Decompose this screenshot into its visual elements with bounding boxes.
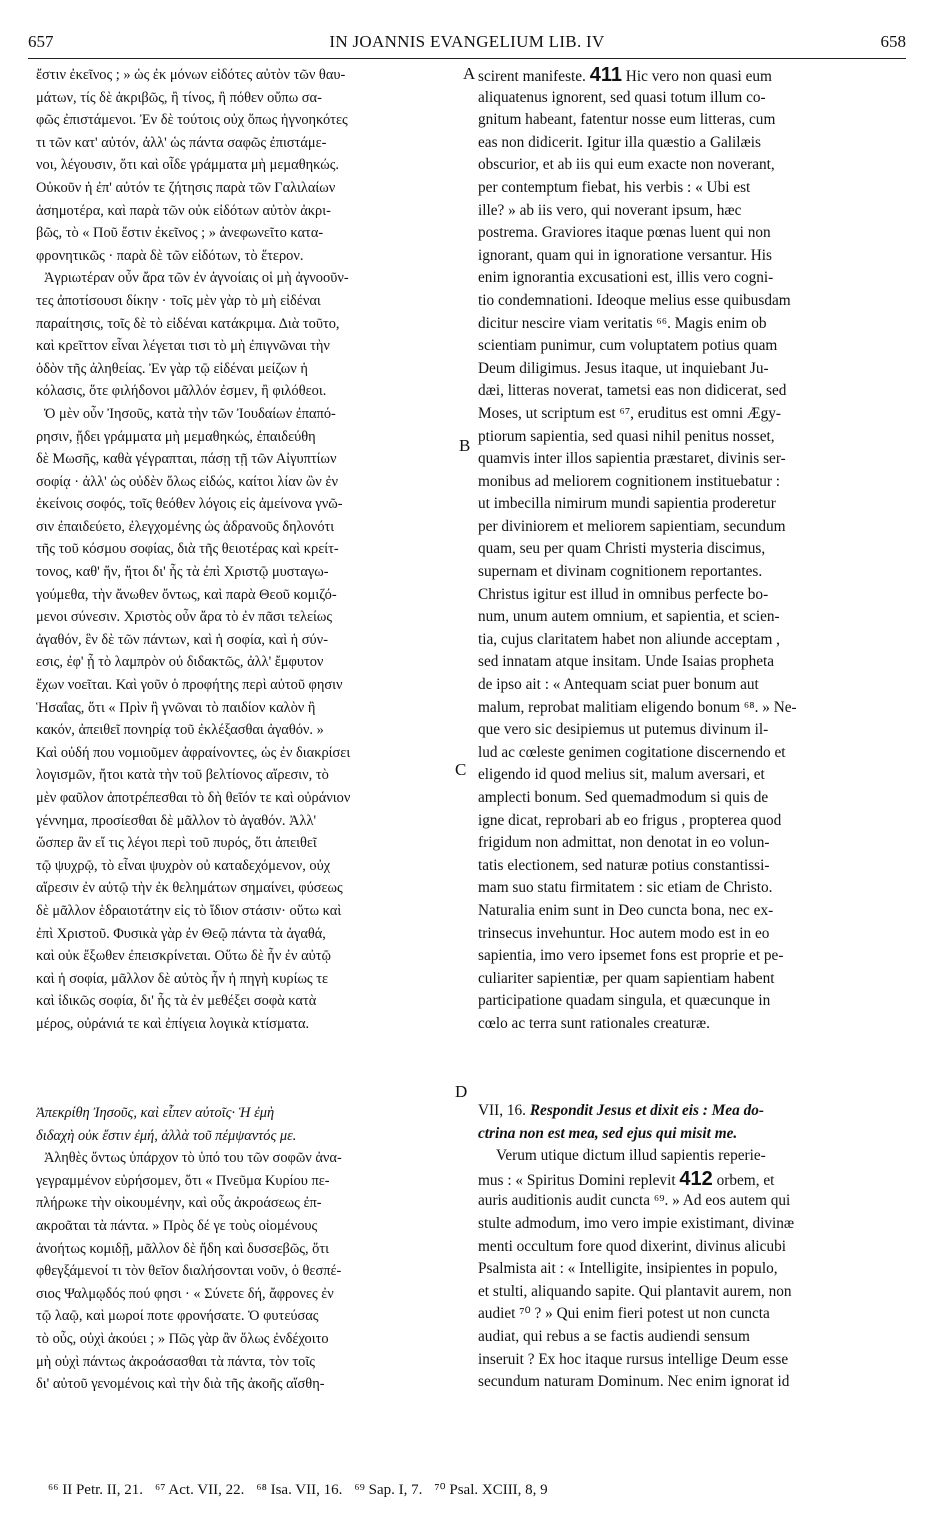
text-line: γέννημα, προσίεσθαι δὲ μᾶλλον τὸ ἀγαθόν. Ἀλλ' [36,812,317,829]
text-line: cœlo ac terra sunt rationales creaturæ. [478,1014,710,1032]
text-line: ρησιν, ᾔδει γράμματα μὴ μεμαθηκώς, ἐπαιδεύθη [36,428,316,445]
text-line: Οὐκοῦν ἡ ἐπ' αὐτόν τε ζήτησις παρὰ τῶν Γαλιλαίων [36,179,336,196]
text-line: obscurior, et ab iis qui eum exacte non noverant, [478,156,775,174]
text-line: καὶ οὐκ ἔξωθεν ἐπεισκρίνεται. Οὕτω δὲ ἦν ἐν αὐτῷ [36,948,331,965]
latin-text: mus : « Spiritus Domini replevit [478,1171,680,1189]
verse-heading: Respondit Jesus et dixit eis : Mea do- [529,1102,764,1119]
text-line: audiet ⁷⁰ ? » Qui enim fieri potest ut non cuncta [478,1305,770,1323]
text-line: inseruit ? Ex hoc itaque rursus intellige Deum esse [478,1350,789,1368]
text-line: τι τῶν κατ' αὐτόν, ἀλλ' ὡς πάντα σαφῶς ἐπιστάμε- [36,134,327,151]
latin-text: Hic vero non quasi eum [621,68,772,85]
text-line: trinsecus invehuntur. Hoc autem modo est in eo [478,924,770,942]
running-title: IN JOANNIS EVANGELIUM LIB. IV [329,32,605,51]
text-line: sed innatam atque insitam. Unde Isaias propheta [478,653,775,671]
column-number: 412 [679,1167,713,1190]
text-line: τὸ οὖς, οὐχὶ ἀκούει ; » Πῶς γὰρ ἂν ὅλως ἐνδέχοιτο [36,1330,329,1347]
footnote: ⁶⁷ Act. VII, 22. [155,1482,245,1498]
margin-letter-c: C [455,760,467,779]
greek-column-lower [36,1102,456,1396]
text-line: quam, seu per quam Christi mysteria discimus, [478,540,766,558]
text-line: νοι, λέγουσιν, ὅτι καὶ οἶδε γράμματα μὴ μεμαθηκώς. [36,157,340,174]
text-line: ἔστιν ἐκεῖνος ; » ὡς ἐκ μόνων εἰδότες αὐτὸν τῶν θαυ- [36,67,346,83]
text-line: lud ac cœleste genimen cogitatione discernendo et [478,743,786,761]
text-line: μὲν φαῦλον ἀποτρέπεσθαι τὸ δὴ θεῖόν τε καὶ οὐράνιον [36,790,351,806]
text-line: ptiorum sapientia, sed quasi nihil penitus nosset, [478,427,775,445]
text-line: sapientia, imo vero ipsemet fons est proprie et pe- [478,947,784,965]
text-line: μάτων, τίς δὲ ἀκριβῶς, ἢ τίνος, ἢ πόθεν οὔπω σα- [36,89,322,106]
text-line: secundum naturam Dominum. Nec enim ignorat id [478,1373,790,1391]
text-line: scientiam punimur, cum voluptatem potius quam [478,337,778,355]
text-line: βῶς, τὸ « Ποῦ ἔστιν ἐκεῖνος ; » ἀνεφωνεῖτο κατα- [36,225,324,242]
text-line: τες ἀποτίσουσι δίκην · τοῖς μὲν γὰρ τὸ μὴ εἰδέναι [36,292,321,309]
latin-text: scirent manifeste. [478,68,590,85]
text-line: ἔχων νοεῖται. Καὶ γοῦν ὁ προφήτης περὶ αὐτοῦ φησιν [36,677,343,694]
text-line: aliquatenus ignorent, sed quasi totum illum co- [478,88,766,106]
text-line: dæi, litteras noverat, tametsi eas non didicerat, sed [478,382,787,400]
text-line: menti occultum fore quod dixerint, divinus alicubi [478,1237,786,1255]
text-line: Ἀγριωτέραν οὖν ἄρα τῶν ἐν ἀγνοίαις οἱ μὴ ἀγνοοῦν- [44,270,349,287]
latin-text: orbem, et [712,1171,775,1189]
margin-letter-b: B [459,436,471,455]
page-number-left: 657 [28,32,54,51]
text-line: Naturalia enim sunt in Deo cuncta bona, nec ex- [478,901,774,919]
column-number: 411 [589,64,622,86]
text-line: Moses, ut scriptum est ⁶⁷, eruditus est omni Ægy- [478,404,781,422]
text-line: quamvis inter illos sapientia præstaret, divinis ser- [478,450,786,468]
text-line: eas non didicerit. Igitur illa quæstio a Galilæis [478,133,761,151]
text-line: μενοι σύνεσιν. Χριστὸς οὖν ἄρα τὸ ἐν πᾶσι τελείως [36,609,333,626]
text-line: διδαχὴ οὐκ ἔστιν ἐμή, ἀλλὰ τοῦ πέμψαντός με. [36,1127,297,1144]
text-line: audiat, qui rebus a se factis audiendi sensum [478,1327,750,1345]
text-line: φῶς ἐπιστάμενοι. Ἐν δὲ τούτοις οὐχ ὅπως ἠγνοηκότες [36,112,348,129]
text-line: ἐκείνοις σοφός, τοῖς θεόθεν λόγοις εἰς ἀμείνονα γνῶ- [36,496,343,513]
text-line: gnitum habeant, fatentur nosse eum litteras, cum [478,111,776,129]
text-line: καὶ κρεῖττον εἶναι λέγεται τισι τὸ μὴ ἐπιγνῶναι τὴν [36,338,330,355]
latin-heading-line [478,1100,898,1123]
text-line: καὶ ἰδικῶς σοφία, δι' ἧς τὰ ἐν μεθέξει σοφὰ κατὰ [36,993,317,1010]
text-line: auris auditionis audit cuncta ⁶⁹. » Ad eos autem qui [478,1192,791,1210]
text-line: Ὁ μὲν οὖν Ἰησοῦς, κατὰ τὴν τῶν Ἰουδαίων ἐπαπό- [44,405,336,422]
text-line: per diviniorem et meliorem sapientiam, secundum [478,517,786,535]
footnote: ⁷⁰ Psal. XCIII, 8, 9 [434,1482,548,1498]
footnote: ⁶⁸ Isa. VII, 16. [256,1482,343,1498]
text-line: γούμεθα, τὴν ἄνωθεν ὄντως, καὶ παρὰ Θεοῦ κομιζό- [36,586,337,603]
margin-letter-a: A [463,64,476,83]
text-line: tatis electionem, sed naturæ potius constantissi- [478,856,770,874]
latin-line [478,1168,898,1191]
text-line: σοφίᾳ · ἀλλ' ὡς οὐδὲν ὅλως εἰδώς, καίτοι λίαν ὢν ἐν [36,473,338,490]
text-line: γεγραμμένον εὑρήσομεν, ὅτι « Πνεῦμα Κυρίου πε- [36,1172,330,1189]
text-line: et stulti, aliquando sapite. Qui plantavit aurem, non [478,1282,792,1300]
text-line: σιν ἐπαιδεύετο, ἐλεγχομένης ὡς ἀδρανοῦς δηλονότι [36,518,335,535]
text-line: αἵρεσιν ἐν αὐτῷ τὴν ἐκ θελημάτων σημαίνει, φύσεως [36,880,343,897]
text-line: enim ignorantia excusationi est, illis vero cogni- [478,269,774,287]
latin-column-lower [478,1100,898,1394]
verse-heading: ctrina non est mea, sed ejus qui misit me. [478,1124,738,1142]
text-line: ἀνοήτως κομιδῇ, μᾶλλον δὲ ἤδη καὶ δυσσεβῶς, ὅτι [36,1240,330,1257]
margin-letter-d: D [455,1082,468,1101]
text-line: σιος Ψαλμῳδός πού φησι · « Σύνετε δή, ἄφρονες ἐν [36,1285,334,1302]
text-line: τῆς τοῦ κόσμου σοφίας, διὰ τῆς θειοτέρας καὶ κρείτ- [36,541,339,558]
text-line: que vero sic desipiemus ut putemus divinum il- [478,721,769,739]
text-line: καὶ ἡ σοφία, μᾶλλον δὲ αὐτὸς ἦν ἡ πηγὴ κυρίως τε [36,970,329,987]
text-line: τῷ λαῷ, καὶ μωροί ποτε φρονήσατε. Ὁ φυτεύσας [36,1308,319,1325]
text-line: φθεγξάμενοί τι τὸν θεῖον διαλήσονται νοῦν, ὁ θεσπέ- [36,1263,342,1280]
text-line: ἐπὶ Χριστοῦ. Φυσικὰ γὰρ ἐν Θεῷ πάντα τὰ ἀγαθά, [36,925,326,942]
text-line: ille? » ab iis vero, qui noverant ipsum, hæc [478,201,742,219]
text-line: κακόν, ἀπειθεῖ πονηρίᾳ τοῦ ἐκλέξασθαι ἀγαθόν. » [36,722,324,739]
text-line: φρονητικῶς · παρὰ δὲ τῶν εἰδότων, τὸ ἕτερον. [36,247,304,264]
page-number-right: 658 [880,32,906,51]
text-line: τονος, καθ' ἥν, ἤτοι δι' ἧς τὰ ἐπὶ Χριστῷ μυσταγω- [36,564,329,581]
text-line: ut imbecilla nimirum mundi sapientia proderetur [478,495,776,513]
text-line: ακροᾶται τὰ πάντα. » Πρὸς δέ γε τοὺς οἰομένους [36,1217,318,1234]
text-line: Ἡσαΐας, ὅτι « Πρὶν ἢ γνῶναι τὸ παιδίον καλὸν ἢ [36,699,316,716]
text-line: δὲ Μωσῆς, καθὰ γέγραπται, πάσῃ τῇ τῶν Αἰγυπτίων [36,451,337,468]
text-line: amplecti bonum. Sed quemadmodum si quis de [478,789,769,806]
text-line: per contemptum fiebat, his verbis : « Ubi est [478,178,751,196]
text-line: ὁδὸν τῆς ἀληθείας. Ἐν γὰρ τῷ εἰδέναι μείζων ἡ [36,360,308,377]
text-line: Καὶ οὐδή που νομιοῦμεν ἀφραίνοντες, ὡς ἐν διακρίσει [36,744,351,761]
text-line: εσις, ἐφ' ᾗ τὸ λαμπρὸν οὐ διδακτῶς, ἀλλ' ἔμφυτον [36,654,324,671]
footnote: ⁶⁹ Sap. I, 7. [354,1482,423,1498]
text-line: ἀγαθόν, ἓν δὲ τῶν πάντων, καὶ ἡ σοφία, καὶ ἡ σύν- [36,631,328,648]
text-line: tia, cujus claritatem habet non aliunde acceptam , [478,630,780,648]
running-header [28,32,906,56]
text-line: πλήρωκε τὴν οἰκουμένην, καὶ οὖς ἀκροάσεως ἐπ- [36,1195,322,1212]
text-line: dicitur nescire viam veritatis ⁶⁶. Magis enim ob [478,314,767,332]
text-line: Ἀπεκρίθη Ἰησοῦς, καὶ εἶπεν αὐτοῖς· Ἡ ἐμὴ [36,1105,275,1121]
text-line: παραίτησις, τοῖς δὲ τὸ εἰδέναι κατάκριμα. Διὰ τοῦτο, [36,315,340,332]
text-line: Christus igitur est illud in omnibus perfecte bo- [478,585,769,603]
text-line: mam suo statu firmitatem : sic etiam de Christo. [478,879,773,897]
text-line: postrema. Graviores itaque pœnas luent qui non [478,224,771,242]
latin-line [478,64,898,87]
text-line: tio condemnationi. Ideoque melius esse quibusdam [478,291,791,309]
text-line: eligendo id quod melius sit, malum aversari, et [478,766,765,784]
text-line: δι' αὐτοῦ γενομένοις καὶ τὴν διὰ τῆς ἀκοῆς αἴσθη- [36,1376,325,1393]
text-line: μὴ οὐχὶ πάντως ἀκροάσασθαι τὰ πάντα, τὸν τοῖς [36,1353,315,1370]
text-line: culiariter sapientiæ, per quam sapientiam habent [478,969,775,987]
header-rule [28,58,906,59]
text-line: δὲ μᾶλλον ἑδραιοτάτην εἰς τὸ ἴδιον στάσιν· οὕτω καὶ [36,902,342,919]
text-line: τῷ ψυχρῷ, τὸ εἶναι ψυχρὸν οὐ καταδεχόμενον, οὐχ [36,857,331,874]
text-line: frigidum non admittat, non denotat in eo volun- [478,834,770,852]
text-line: Ἀληθὲς ὄντως ὑπάρχον τὸ ὑπό του τῶν σοφῶν ἀνα- [44,1150,342,1167]
text-line: de ipso ait : « Antequam sciat puer bonum aut [478,676,759,694]
latin-column-upper [478,64,898,1036]
text-line: ignorant, quam qui in ignoratione versantur. His [478,246,772,264]
text-line: monibus ad meliorem cognitionem instituebatur : [478,472,781,490]
text-line: λογισμῶν, ἤτοι κατὰ τὴν τοῦ βελτίονος αἵρεσιν, τὸ [36,767,329,784]
latin-line: Verum utique dictum illud sapientis reperie- [496,1147,766,1165]
text-line: igne dicat, reprobari ab eo frigus , propterea quod [478,811,782,829]
text-line: stulte admodum, imo vero impie existimant, divinæ [478,1214,795,1232]
text-line: ὥσπερ ἂν εἴ τις λέγοι περὶ τοῦ πυρός, ὅτι ἀπειθεῖ [36,835,317,852]
text-line: malum, reprobat malitiam eligendo bonum ⁶⁸. » Ne- [478,698,797,716]
verse-reference: VII, 16. [478,1102,530,1119]
text-line: Psalmista ait : « Intelligite, insipientes in populo, [478,1260,778,1278]
text-line: μέρος, οὐράνιά τε καὶ ἐπίγεια λογικὰ κτίσματα. [36,1015,310,1032]
footnote: ⁶⁶ II Petr. II, 21. [48,1482,144,1498]
footnotes [48,1480,908,1499]
text-line: supernam et divinam cognitionem reportantes. [478,563,763,581]
greek-column-upper [36,64,456,1036]
text-line: Deum diligimus. Jesus itaque, ut inquiebant Ju- [478,359,769,377]
text-line: κόλασις, ὅτε φιλήδονοι μᾶλλόν ἐσμεν, ἢ φιλόθεοι. [36,383,327,400]
text-line: ἀσημοτέρα, καὶ παρὰ τῶν οὐκ εἰδότων αὐτὸν ἀκρι- [36,202,331,219]
text-line: participatione quadam singula, et quæcunque in [478,992,771,1010]
text-line: num, unum autem omnium, et sapientia, et scien- [478,608,780,626]
